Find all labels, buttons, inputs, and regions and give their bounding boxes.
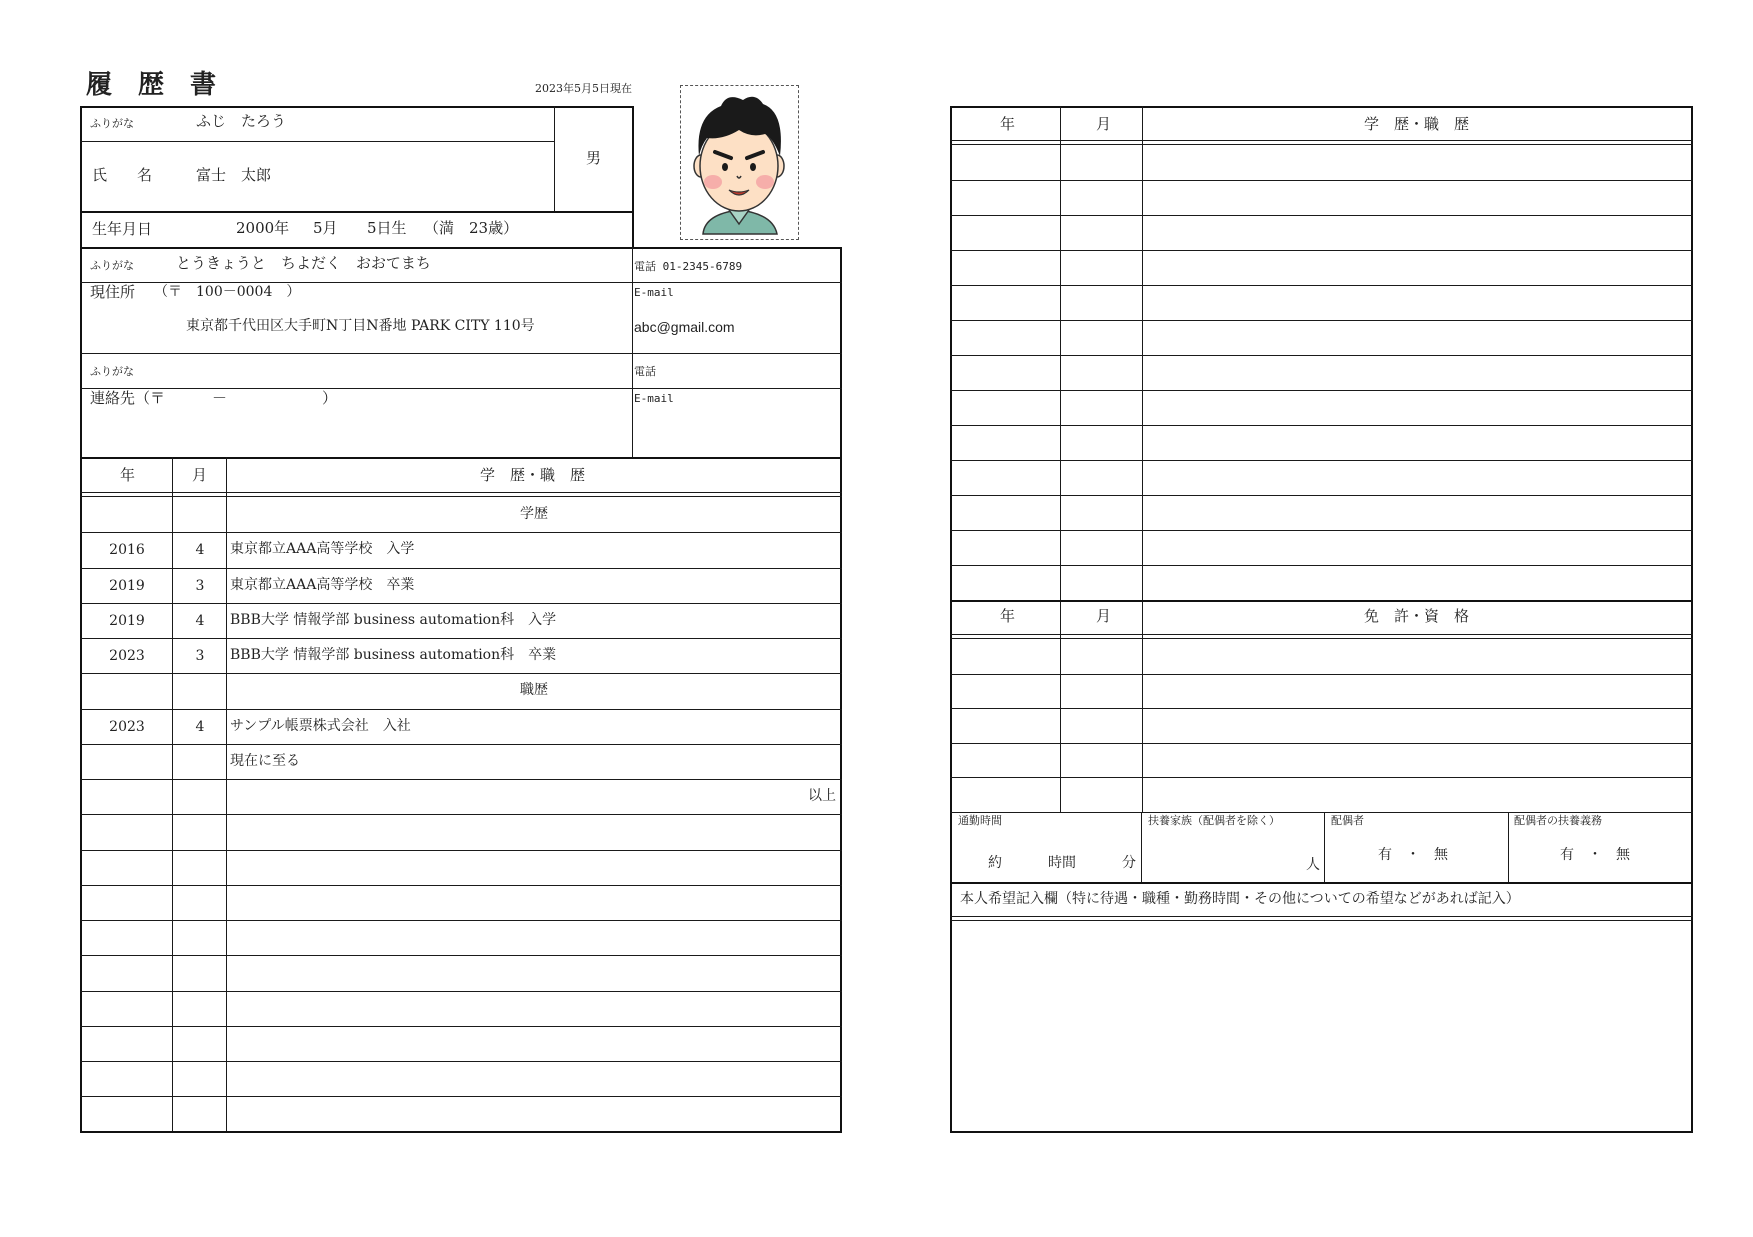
contact-postal-close: ）: [322, 389, 338, 407]
address-postal: （〒 100－0004 ）: [154, 284, 301, 300]
age-value: （満 23歳）: [424, 219, 519, 237]
row-detail: BBB大学 情報学部 business automation科 入学: [230, 611, 557, 628]
birth-day: 5日生: [367, 219, 407, 237]
table-row[interactable]: [953, 285, 1689, 320]
rule: [1141, 812, 1142, 882]
table-row[interactable]: [82, 991, 840, 1026]
page-title: 履 歴 書: [86, 70, 217, 100]
table-row[interactable]: [953, 777, 1689, 812]
dependents-label: 扶養家族（配偶者を除く）: [1148, 814, 1280, 827]
table-row[interactable]: [82, 814, 840, 849]
table-row[interactable]: [82, 955, 840, 990]
contact-furigana-label: ふりがな: [90, 365, 134, 378]
rule: [950, 1131, 1693, 1133]
rule: [950, 600, 1693, 602]
right-border-bottom: [840, 247, 842, 1131]
address-furigana: とうきょうと ちよだく おおてまち: [176, 254, 431, 272]
address-label: 現住所: [90, 283, 136, 301]
rule: [950, 106, 952, 1131]
table-row[interactable]: [953, 674, 1689, 709]
rule: [950, 106, 1693, 108]
row-detail: サンプル帳票株式会社 入社: [230, 717, 411, 734]
table-row[interactable]: [82, 885, 840, 920]
spouse-support-label: 配偶者の扶養義務: [1514, 814, 1602, 827]
table-row[interactable]: [82, 532, 840, 567]
table-row[interactable]: [82, 1061, 840, 1096]
row-detail: 東京都立AAA高等学校 卒業: [230, 576, 415, 593]
table-row[interactable]: [953, 495, 1689, 530]
spouse-support-value: 有 ・ 無: [1560, 847, 1630, 863]
document-date: 2023年5月5日現在: [535, 82, 632, 95]
row-month: 4: [195, 612, 205, 629]
table-row[interactable]: [953, 708, 1689, 743]
table-row[interactable]: [82, 920, 840, 955]
birth-month: 5月: [313, 219, 338, 237]
contact-label: 連絡先（〒: [90, 389, 166, 407]
table-row[interactable]: [82, 638, 840, 673]
rule: [80, 353, 842, 354]
name-value: 富士 太郎: [196, 166, 272, 184]
right-history-col-year: 年: [1000, 115, 1016, 133]
table-row[interactable]: [82, 779, 840, 814]
rule: [80, 106, 634, 108]
rule: [80, 141, 554, 142]
table-row[interactable]: [953, 355, 1689, 390]
rule: [1324, 812, 1325, 882]
row-detail: 以上: [808, 788, 836, 804]
commute-label: 通勤時間: [958, 814, 1002, 827]
table-row[interactable]: [82, 1026, 840, 1061]
table-row[interactable]: [82, 744, 840, 779]
furigana-label: ふりがな: [90, 117, 134, 130]
address-value: 東京都千代田区大手町N丁目N番地 PARK CITY 110号: [186, 318, 535, 334]
table-row[interactable]: [953, 460, 1689, 495]
commute-about: 約: [988, 855, 1002, 871]
left-history-col-detail: 学 歴・職 歴: [480, 466, 586, 484]
contact-phone-label: 電話: [634, 365, 656, 378]
rule: [1508, 812, 1509, 882]
row-detail: 現在に至る: [230, 752, 300, 769]
left-history-col-year: 年: [120, 466, 136, 484]
name-label: 氏 名: [92, 166, 153, 184]
table-row[interactable]: [953, 180, 1689, 215]
commute-minutes: 分: [1122, 855, 1136, 871]
rule: [632, 247, 633, 457]
row-month: 4: [195, 542, 205, 559]
table-row[interactable]: [82, 673, 840, 708]
spouse-value: 有 ・ 無: [1378, 847, 1448, 863]
table-row[interactable]: [953, 425, 1689, 460]
contact-email-label: E-mail: [634, 392, 674, 405]
row-detail: 東京都立AAA高等学校 入学: [230, 541, 415, 558]
table-row[interactable]: [82, 850, 840, 885]
row-year: 2019: [109, 612, 145, 629]
row-year: 2023: [109, 718, 145, 735]
person-portrait-icon: [681, 86, 798, 239]
gender-value: 男: [586, 149, 602, 167]
row-detail: BBB大学 情報学部 business automation科 卒業: [230, 647, 557, 663]
right-history-col-month: 月: [1096, 115, 1112, 133]
address-email: abc@gmail.com: [634, 319, 735, 335]
row-detail: 学歴: [520, 506, 548, 522]
license-col-detail: 免 許・資 格: [1364, 607, 1470, 625]
wishes-label: 本人希望記入欄（特に待遇・職種・勤務時間・その他についての希望などがあれば記入）: [960, 891, 1520, 907]
table-row[interactable]: [82, 568, 840, 603]
row-detail: 職歴: [520, 682, 548, 699]
table-row[interactable]: [953, 565, 1689, 600]
address-phone: 電話 01-2345-6789: [634, 260, 743, 273]
license-col-year: 年: [1000, 607, 1016, 625]
rule: [80, 388, 842, 389]
address-furigana-label: ふりがな: [90, 259, 134, 272]
rule: [1691, 106, 1693, 1131]
address-email-label: E-mail: [634, 286, 674, 299]
contact-postal-dash: －: [212, 389, 228, 407]
table-row[interactable]: [953, 639, 1689, 674]
row-month: 4: [195, 718, 205, 735]
rule: [80, 282, 842, 283]
table-row[interactable]: [82, 709, 840, 744]
right-history-col-detail: 学 歴・職 歴: [1364, 115, 1470, 133]
table-row[interactable]: [953, 530, 1689, 565]
wishes-field[interactable]: [953, 921, 1689, 1129]
name-furigana: ふじ たろう: [196, 112, 287, 130]
row-year: 2023: [109, 648, 145, 664]
table-row[interactable]: [82, 1096, 840, 1131]
right-border-top: [632, 106, 634, 247]
dependents-unit: 人: [1306, 857, 1320, 873]
license-col-month: 月: [1096, 607, 1112, 625]
table-row[interactable]: [953, 145, 1689, 180]
birth-year: 2000年: [236, 219, 290, 237]
row-month: 3: [195, 648, 205, 664]
spouse-label: 配偶者: [1331, 814, 1364, 827]
rule: [554, 106, 555, 211]
rule: [80, 211, 634, 213]
rule: [80, 1131, 842, 1133]
table-row[interactable]: [953, 215, 1689, 250]
photo-frame: [680, 85, 799, 240]
commute-hours: 時間: [1048, 855, 1076, 871]
rule: [950, 812, 1693, 813]
table-row[interactable]: [82, 603, 840, 638]
rule: [80, 247, 842, 249]
birth-label: 生年月日: [92, 220, 153, 238]
table-row[interactable]: [953, 390, 1689, 425]
rule: [950, 882, 1693, 884]
table-row[interactable]: [82, 497, 840, 532]
row-year: 2019: [109, 577, 145, 594]
table-row[interactable]: [953, 250, 1689, 285]
table-row[interactable]: [953, 743, 1689, 778]
row-year: 2016: [109, 542, 145, 559]
row-month: 3: [195, 577, 205, 594]
left-history-col-month: 月: [192, 466, 208, 484]
rule: [80, 457, 842, 459]
table-row[interactable]: [953, 320, 1689, 355]
